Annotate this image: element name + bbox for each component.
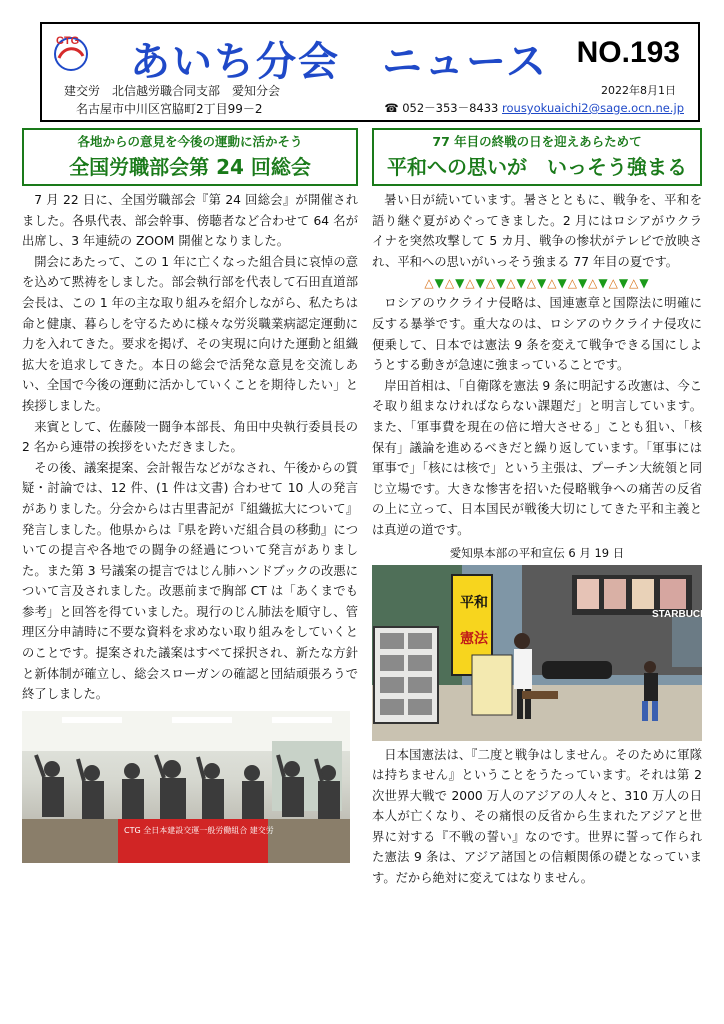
headline-box-left (22, 128, 358, 186)
article-headline: 全国労職部会第 24 回総会 (69, 155, 311, 179)
article-subtitle: 77 年目の終戦の日を迎えあらためて (432, 134, 642, 149)
article-headline: 平和への思いが いっそう強まる (387, 155, 687, 179)
triangle-divider: △▼△▼△▼△▼△▼△▼△▼△▼△▼△▼△▼ (424, 276, 650, 291)
paragraph: 日本国憲法は、『二度と戦争はしません。そのために軍隊は持ちません』ということをうたっています。それは第 2 次世界大戦で 2000 万人のアジアの人々と、310 万人の日本人が亡くなり、その痛恨の反省から生まれたアジアと世界に対する『不戦の誓い』なのです。世界に誓って作られた憲法 9 条は、アジア諸国との信頼関係の礎となっています。だから絶対に変えてはなりません。 (372, 747, 702, 886)
meeting-scene (22, 711, 350, 863)
contact-line (384, 100, 684, 116)
paragraph: 7 月 22 日に、全国労職部会『第 24 回総会』が開催されました。各県代表、部会幹事、傍聴者など合わせて 64 名が出席し、3 年連続の ZOOM 開催となりました。 (22, 193, 358, 249)
article-body (372, 745, 702, 889)
article-subtitle: 各地からの意見を今後の運動に活かそう (77, 134, 303, 149)
sign-peace: 平和 (460, 594, 488, 611)
sign-constitution: 憲法 (460, 630, 488, 647)
address: 名古屋市中川区宮脇町2丁目99－2 (76, 102, 263, 116)
paragraph: 岸田首相は、「自衛隊を憲法 9 条に明記する改憲は、今こそ取り組まなければならない課題だ」と明言しています。また、「軍事費を現在の倍に増大させる」ことも狙い、「核保有」議論を進めるべきだと繰り返しています。「軍事には軍事で」「核には核で」という主張は、プーチン大統領と同じ立場です。大きな惨害を招いた侵略戦争への痛苦の反省の上に立って、日本国民が戦後大切にしてきた平和主義とは真逆の道です。 (372, 378, 702, 537)
paragraph: ロシアのウクライナ侵略は、国連憲章と国際法に明確に反する暴挙です。重大なのは、ロシアのウクライナ侵攻に便乗して、日本では憲法 9 条を変えて戦争できる国にしようとする動きが急速に強まっていることです。 (372, 296, 702, 373)
store-sign: STARBUCKS (652, 608, 715, 620)
issue-date: 2022年8月1日 (601, 84, 676, 97)
street-scene (372, 565, 715, 741)
banner-text: CTG 全日本建設交運一般労働組合 建交労 (124, 825, 274, 835)
photo-caption: 愛知県本部の平和宣伝 6 月 19 日 (449, 545, 625, 560)
paragraph: 暑い日が続いています。暑さとともに、戦争を、平和を語り継ぐ夏がめぐってきました。2 月にはロシアがウクライナを突然攻撃して 5 カ月、戦争の惨状がテレビで放映され、平和への思いがいっそう強まる 77 年目の夏です。 (372, 193, 702, 269)
newsletter-title: あいち分会 ニュース (130, 39, 548, 85)
peace-campaign-photo (372, 565, 715, 741)
article-body (372, 293, 702, 540)
paragraph: 来賓として、佐藤陵一闘争本部長、角田中央執行委員長の 2 名から連帯の挨拶をいただきました。 (22, 419, 358, 455)
article-right (372, 128, 715, 889)
email-link[interactable]: rousyokuaichi2@sage.ocn.ne.jp (502, 101, 684, 115)
article-body (22, 190, 358, 705)
paragraph: 開会にあたって、この 1 年に亡くなった組合員に哀悼の意を込めて黙祷をしました。部会執行部を代表して石田直道部会長は、この 1 年の主な取り組みを紹介しながら、私たちは命と健康、暮らしを守るために様々な労災職業病認定運動に力を入れてきた。要求を掲げ、その実現に向けた運動と組織拡大を追求してきた。本日の総会で活発な意見を交流しあい、全国で今後の運動に活かしていくことを期待したい」と挨拶しました。 (22, 254, 358, 413)
issue-number: NO.193 (576, 36, 680, 69)
article-body (372, 190, 702, 272)
logo-text: CTG (56, 35, 80, 47)
paragraph: その後、議案提案、会計報告などがなされ、午後からの質疑・討論では、12 件、(1 件は文書) 合わせて 10 人の発言がありました。分会からは古里書記が『組織拡大について』発言しました。他県からは『県を跨いだ組合員の移動』についての提言や各地での闘争の経過について発言がありました。また第 3 号議案の提言ではじん肺ハンドブックの改悪について言及されました。改悪前まで胸部 CT は「あくまでも参考」と回答を得ていました。現行のじん肺法を順守し、管理区分申請時に不要な資料を求めない取り組みをしていくとのことです。提案された議案はすべて採択され、新たな方針と新体制が確立し、総会スローガンの確認と団結頑張ろうで終了しました。 (22, 460, 358, 702)
union-logo-icon (50, 32, 92, 72)
phone-icon: ☎ (384, 101, 399, 115)
meeting-photo (22, 711, 350, 863)
article-left (22, 128, 358, 863)
headline-box-right (372, 128, 702, 186)
phone-number: 052－353－8433 (402, 101, 499, 115)
organization-name: 建交労 北信越労職合同支部 愛知分会 (64, 84, 281, 98)
masthead (40, 22, 700, 122)
